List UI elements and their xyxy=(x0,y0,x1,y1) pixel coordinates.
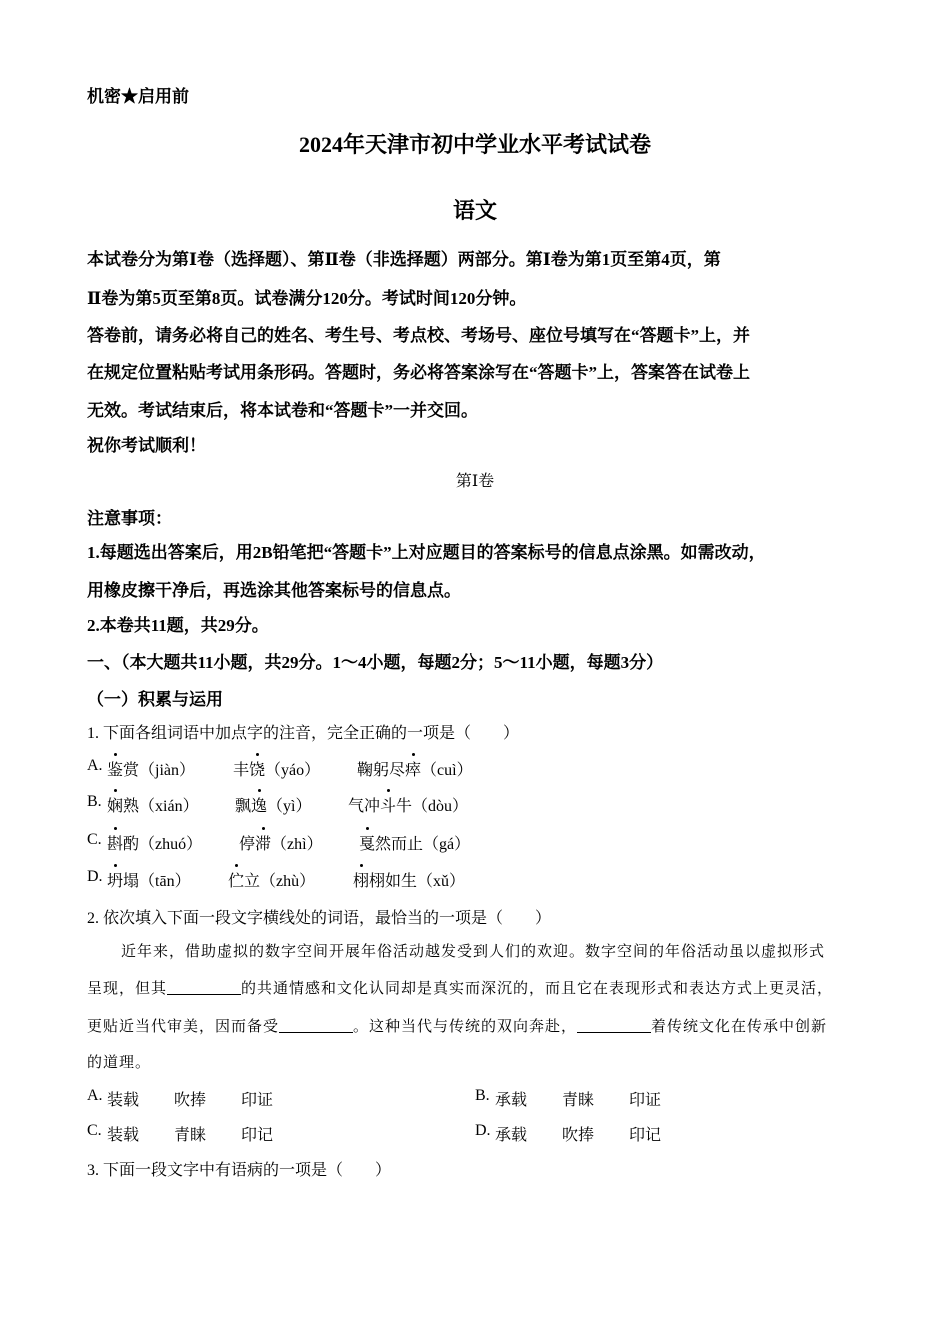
dotted-char: 鉴 xyxy=(107,757,123,780)
option-word-2: 吹捧 xyxy=(174,1092,207,1109)
volume-heading: 第Ⅰ卷 xyxy=(455,473,495,490)
fill-blank-1[interactable] xyxy=(167,980,241,995)
option-word-1: 鉴赏（jiàn） xyxy=(107,757,195,780)
dotted-char: 饶 xyxy=(249,757,265,780)
exam-title: 2024年天津市初中学业水平考试试卷 xyxy=(298,132,651,157)
intro-line-5: 无效。考试结束后，将本试卷和“答题卡”一并交回。 xyxy=(87,401,478,420)
subject-title: 语文 xyxy=(452,198,497,223)
dotted-char: 滞 xyxy=(255,831,271,854)
question-1-stem: 1. 下面各组词语中加点字的注音，完全正确的一项是（ ） xyxy=(87,725,520,742)
option-word-1: 娴熟（xián） xyxy=(107,793,199,816)
option-label: B. xyxy=(475,1087,490,1104)
passage-line-4: 的道理。 xyxy=(87,1055,152,1071)
passage-line-2: 呈现，但其 的共通情感和文化认同却是真实而深沉的，而且它在表现形式和表达方式上更灵活， xyxy=(87,981,834,997)
question-1-option-d xyxy=(87,868,466,890)
option-word-1: 装载 xyxy=(107,1127,140,1144)
option-word-3: 栩栩如生（xǔ） xyxy=(353,868,465,891)
question-3-stem: 3. 下面一段文字中有语病的一项是（ ） xyxy=(87,1162,392,1179)
subsection-heading: （一）积累与运用 xyxy=(87,690,223,709)
dotted-char: 斗 xyxy=(380,793,396,816)
option-word-1: 坍塌（tān） xyxy=(107,868,191,891)
good-luck-text: 祝你考试顺利！ xyxy=(87,436,206,455)
dotted-char: 栩 xyxy=(353,868,369,891)
option-label: B. xyxy=(87,793,102,810)
option-word-3: 印记 xyxy=(629,1127,662,1144)
option-word-2: 青睐 xyxy=(174,1127,207,1144)
dotted-char: 伫 xyxy=(228,868,244,891)
option-word-3: 印证 xyxy=(241,1092,274,1109)
option-word-2: 停滞（zhì） xyxy=(239,831,323,854)
option-word-3: 气冲斗牛（dòu） xyxy=(348,793,468,816)
question-2-option-b xyxy=(475,1087,662,1109)
option-word-1: 承载 xyxy=(495,1092,528,1109)
passage-line-3: 更贴近当代审美，因而备受 。这种当代与传统的双向奔赴， 着传统文化在传承中创新 xyxy=(87,1019,828,1035)
option-word-3: 戛然而止（gá） xyxy=(359,831,470,854)
passage-line-1: 近年来，借助虚拟的数字空间开展年俗活动越发受到人们的欢迎。数字空间的年俗活动虽以虚拟形式 xyxy=(121,944,826,960)
question-2-option-a xyxy=(87,1087,274,1109)
option-label: C. xyxy=(87,831,102,848)
option-label: A. xyxy=(87,1087,103,1104)
intro-line-4: 在规定位置粘贴考试用条形码。答题时，务必将答案涂写在“答题卡”上，答案答在试卷上 xyxy=(87,363,750,382)
notice-item-2: 2.本卷共11题，共29分。 xyxy=(87,616,269,635)
option-word-2: 吹捧 xyxy=(562,1127,595,1144)
option-label: D. xyxy=(87,868,103,885)
dotted-char: 坍 xyxy=(107,868,123,891)
option-label: D. xyxy=(475,1122,491,1139)
notice-item-1a: 1.每题选出答案后，用2B铅笔把“答题卡”上对应题目的答案标号的信息点涂黑。如需改动， xyxy=(87,543,766,562)
option-label: A. xyxy=(87,757,103,774)
option-word-3: 印证 xyxy=(629,1092,662,1109)
fill-blank-2[interactable] xyxy=(279,1018,353,1033)
intro-line-3: 答卷前，请务必将自己的姓名、考生号、考点校、考场号、座位号填写在“答题卡”上，并 xyxy=(87,326,750,345)
question-1-option-a xyxy=(87,757,473,779)
option-word-2: 青睐 xyxy=(562,1092,595,1109)
dotted-char: 娴 xyxy=(107,793,123,816)
dotted-char: 逸 xyxy=(251,793,267,816)
intro-line-2: Ⅱ卷为第5页至第8页。试卷满分120分。考试时间120分钟。 xyxy=(87,289,527,308)
section-one-heading: 一、（本大题共11小题，共29分。1～4小题，每题2分；5～11小题，每题3分） xyxy=(87,653,664,672)
option-word-1: 斟酌（zhuó） xyxy=(107,831,202,854)
option-word-2: 伫立（zhù） xyxy=(228,868,315,891)
dotted-char: 戛 xyxy=(359,831,375,854)
fill-blank-3[interactable] xyxy=(577,1018,651,1033)
option-word-1: 承载 xyxy=(495,1127,528,1144)
question-1-option-c xyxy=(87,831,471,853)
option-word-2: 飘逸（yì） xyxy=(235,793,311,816)
notice-title: 注意事项： xyxy=(87,509,172,528)
question-2-stem: 2. 依次填入下面一段文字横线处的词语，最恰当的一项是（ ） xyxy=(87,910,552,927)
option-word-2: 丰饶（yáo） xyxy=(233,757,320,780)
dotted-char: 瘁 xyxy=(405,757,421,780)
option-word-3: 印记 xyxy=(241,1127,274,1144)
option-word-1: 装载 xyxy=(107,1092,140,1109)
option-word-3: 鞠躬尽瘁（cuì） xyxy=(357,757,473,780)
dotted-char: 斟 xyxy=(107,831,123,854)
intro-line-1: 本试卷分为第Ⅰ卷（选择题）、第Ⅱ卷（非选择题）两部分。第Ⅰ卷为第1页至第4页，第 xyxy=(87,250,721,269)
option-label: C. xyxy=(87,1122,102,1139)
confidential-label: 机密★启用前 xyxy=(87,87,189,106)
notice-item-1b: 用橡皮擦干净后，再选涂其他答案标号的信息点。 xyxy=(87,581,461,600)
question-1-option-b xyxy=(87,793,469,815)
question-2-option-d xyxy=(475,1122,662,1144)
question-2-option-c xyxy=(87,1122,274,1144)
